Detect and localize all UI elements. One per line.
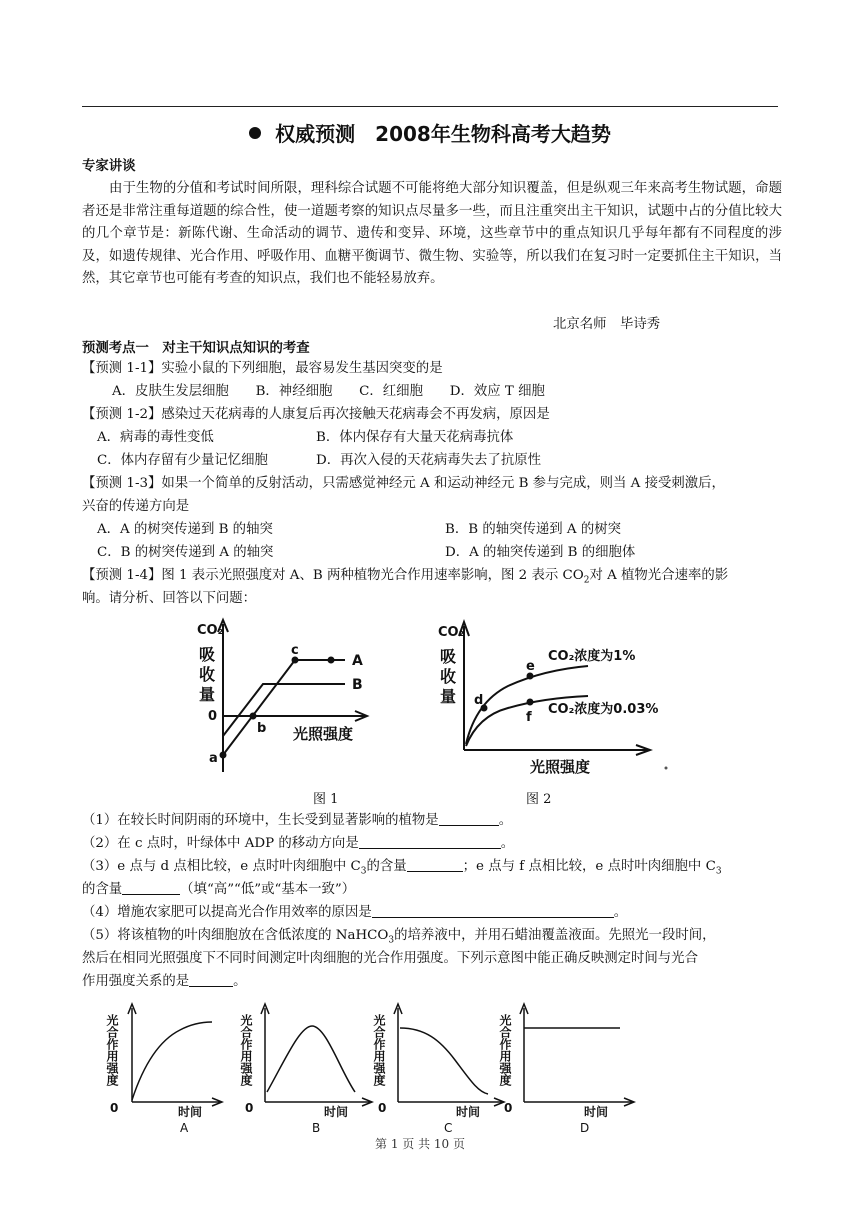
graph-c-zero: 0: [378, 1101, 387, 1115]
fig2-stray-mark: [665, 767, 668, 770]
q3-option-d: D．A 的轴突传递到 B 的细胞体: [445, 545, 636, 560]
q2-stem: 【预测 1-2】感染过天花病毒的人康复后再次接触天花病毒会不再发病，原因是: [82, 407, 550, 422]
fig1-ylabel-1: 吸: [199, 645, 216, 664]
graph-c-curve: [400, 1028, 488, 1094]
q1-stem: 【预测 1-1】实验小鼠的下列细胞，最容易发生基因突变的是: [82, 361, 443, 376]
fig1-label-a: a: [209, 751, 218, 766]
q1-options: A．皮肤生发层细胞 B．神经细胞 C．红细胞 D．效应 T 细胞: [112, 384, 545, 399]
fig1-point-b: [250, 713, 257, 720]
answer-blank-1[interactable]: [439, 811, 499, 826]
graph-d-xlabel: 时间: [584, 1105, 609, 1119]
graph-d-label: D: [580, 1121, 590, 1135]
q4-sub2: （2）在 c 点时，叶绿体中 ADP 的移动方向是 。: [82, 836, 515, 851]
q2-option-d: D．再次入侵的天花病毒失去了抗原性: [316, 453, 541, 468]
fig1-label-c: c: [291, 643, 299, 658]
graph-c-xlabel: 时间: [456, 1105, 481, 1119]
fig2-ylabel-2: 收: [440, 667, 457, 686]
q3-stem-line1: 【预测 1-3】如果一个简单的反射活动，只需感觉神经元 A 和运动神经元 B 参与完成，则当 A 接受刺激后，: [82, 476, 725, 491]
fig2-series-low: CO₂浓度为0.03%: [548, 702, 659, 717]
figure-1-caption: 图 1: [313, 792, 339, 807]
page-title: 权威预测 2008年生物科高考大趋势: [0, 118, 860, 147]
fig1-label-b: b: [257, 721, 267, 736]
graph-b-xlabel: 时间: [324, 1105, 349, 1119]
q2-option-b: B．体内保存有大量天花病毒抗体: [316, 430, 514, 445]
fig2-ylabel-co2: CO₂: [438, 625, 465, 640]
fig2-ylabel-1: 吸: [440, 647, 457, 666]
figure-2-graph: [438, 612, 673, 782]
expert-heading: 专家讲谈: [82, 159, 136, 174]
fig1-zero: 0: [208, 709, 218, 724]
graph-a-label: A: [180, 1121, 189, 1135]
expert-paragraph: 由于生物的分值和考试时间所限，理科综合试题不可能将绝大部分知识覆盖，但是纵观三年来高考生物试题，命题者还是非常注重每道题的综合性，使一道题考察的知识点尽量多一些，而且注重突出主干知识，试题中占的分值比较大的几个章节是：新陈代谢、生命活动的调节、遗传和变异、环境，这些章节中的重点知识几乎每年都有不同程度的涉及，如遗传规律、光合作用、呼吸作用、血糖平衡调节、微生物、实验等，所以我们在复习时一定要抓住主干知识，当然，其它章节也可能有考查的知识点，我们也不能轻易放弃。: [82, 181, 782, 287]
answer-blank-3a[interactable]: [407, 857, 463, 872]
fig1-series-a: A: [352, 653, 363, 669]
q4-sub1: （1）在较长时间阴雨的环境中，生长受到显著影响的植物是 。: [82, 813, 513, 828]
q4-sub5-line3: 作用强度关系的是 。: [82, 974, 247, 989]
graph-b-curve: [267, 1026, 355, 1092]
q2-option-c: C．体内存留有少量记忆细胞: [97, 453, 268, 468]
signature: 北京名师 毕诗秀: [553, 317, 661, 332]
fig1-xlabel: 光照强度: [293, 725, 354, 743]
answer-blank-5[interactable]: [189, 972, 233, 987]
answer-blank-4[interactable]: [372, 903, 614, 918]
fig1-ylabel-3: 量: [199, 685, 216, 704]
fig2-label-d: d: [474, 693, 484, 708]
page-footer: 第 1 页 共 10 页: [375, 1137, 465, 1151]
fig1-ylabel-co2: CO₂: [197, 623, 224, 638]
fig1-point-a: [220, 752, 227, 759]
fig1-series-b: B: [352, 677, 363, 693]
fig1-point-end: [328, 657, 335, 664]
q3-option-c: C．B 的树突传递到 A 的轴突: [97, 545, 274, 560]
q4-sub4: （4）增施农家肥可以提高光合作用效率的原因是 。: [82, 905, 628, 920]
graph-a-zero: 0: [110, 1101, 119, 1115]
q3-option-a: A．A 的树突传递到 B 的轴突: [97, 522, 273, 537]
fig2-label-e: e: [526, 659, 535, 674]
graph-d-ylabel: 光合作用强度: [498, 1014, 512, 1086]
fig2-series-high: CO₂浓度为1%: [548, 649, 636, 664]
answer-blank-3b[interactable]: [122, 880, 180, 895]
figure-1-graph: [195, 612, 385, 782]
fig2-xlabel: 光照强度: [530, 758, 591, 776]
option-graphs: [100, 1000, 780, 1145]
fig1-ylabel-2: 收: [199, 665, 216, 684]
graph-a-xlabel: 时间: [178, 1105, 203, 1119]
q4-sub3-line1: （3）e 点与 d 点相比较，e 点时叶肉细胞中 $C_3$的含量 ；e 点与 f 点相比较，e 点时叶肉细胞中 $C_3$: [82, 859, 722, 877]
q3-stem-line2: 兴奋的传递方向是: [82, 499, 190, 514]
figure-2-caption: 图 2: [526, 792, 552, 807]
fig2-point-f: [527, 699, 534, 706]
fig2-ylabel-3: 量: [440, 687, 457, 706]
q4-sub3-line2: 的含量 （填“高”“低”或“基本一致”）: [82, 882, 356, 897]
answer-blank-2[interactable]: [359, 834, 501, 849]
graph-d-zero: 0: [504, 1101, 513, 1115]
graph-c-label: C: [444, 1121, 453, 1135]
graph-a-ylabel: 光合作用强度: [105, 1014, 119, 1086]
fig2-label-f: f: [526, 710, 532, 725]
q4-stem-line2: 响。请分析、回答以下问题：: [82, 591, 257, 606]
section-heading: 预测考点一 对主干知识点知识的考查: [82, 341, 310, 356]
graph-b-ylabel: 光合作用强度: [239, 1014, 253, 1086]
bullet-icon: [249, 127, 261, 139]
graph-a-curve: [132, 1022, 212, 1100]
q4-sub5-line1: （5）将该植物的叶肉细胞放在含低浓度的 NaHCO$_3$的培养液中，并用石蜡油覆盖液面。先照光一段时间，: [82, 928, 716, 946]
q4-stem-line1: 【预测 1-4】图 1 表示光照强度对 A、B 两种植物光合作用速率影响，图 2 表示 $CO_2$对 A 植物光合速率的影: [82, 568, 729, 586]
q4-sub5-line2: 然后在相同光照强度下不同时间测定叶肉细胞的光合作用强度。下列示意图中能正确反映测定时间与光合: [82, 951, 698, 966]
graph-b-label: B: [312, 1121, 321, 1135]
graph-b-zero: 0: [245, 1101, 254, 1115]
top-rule: [82, 106, 778, 107]
q2-option-a: A．病毒的毒性变低: [97, 430, 214, 445]
q3-option-b: B．B 的轴突传递到 A 的树突: [445, 522, 622, 537]
graph-c-ylabel: 光合作用强度: [372, 1014, 386, 1086]
